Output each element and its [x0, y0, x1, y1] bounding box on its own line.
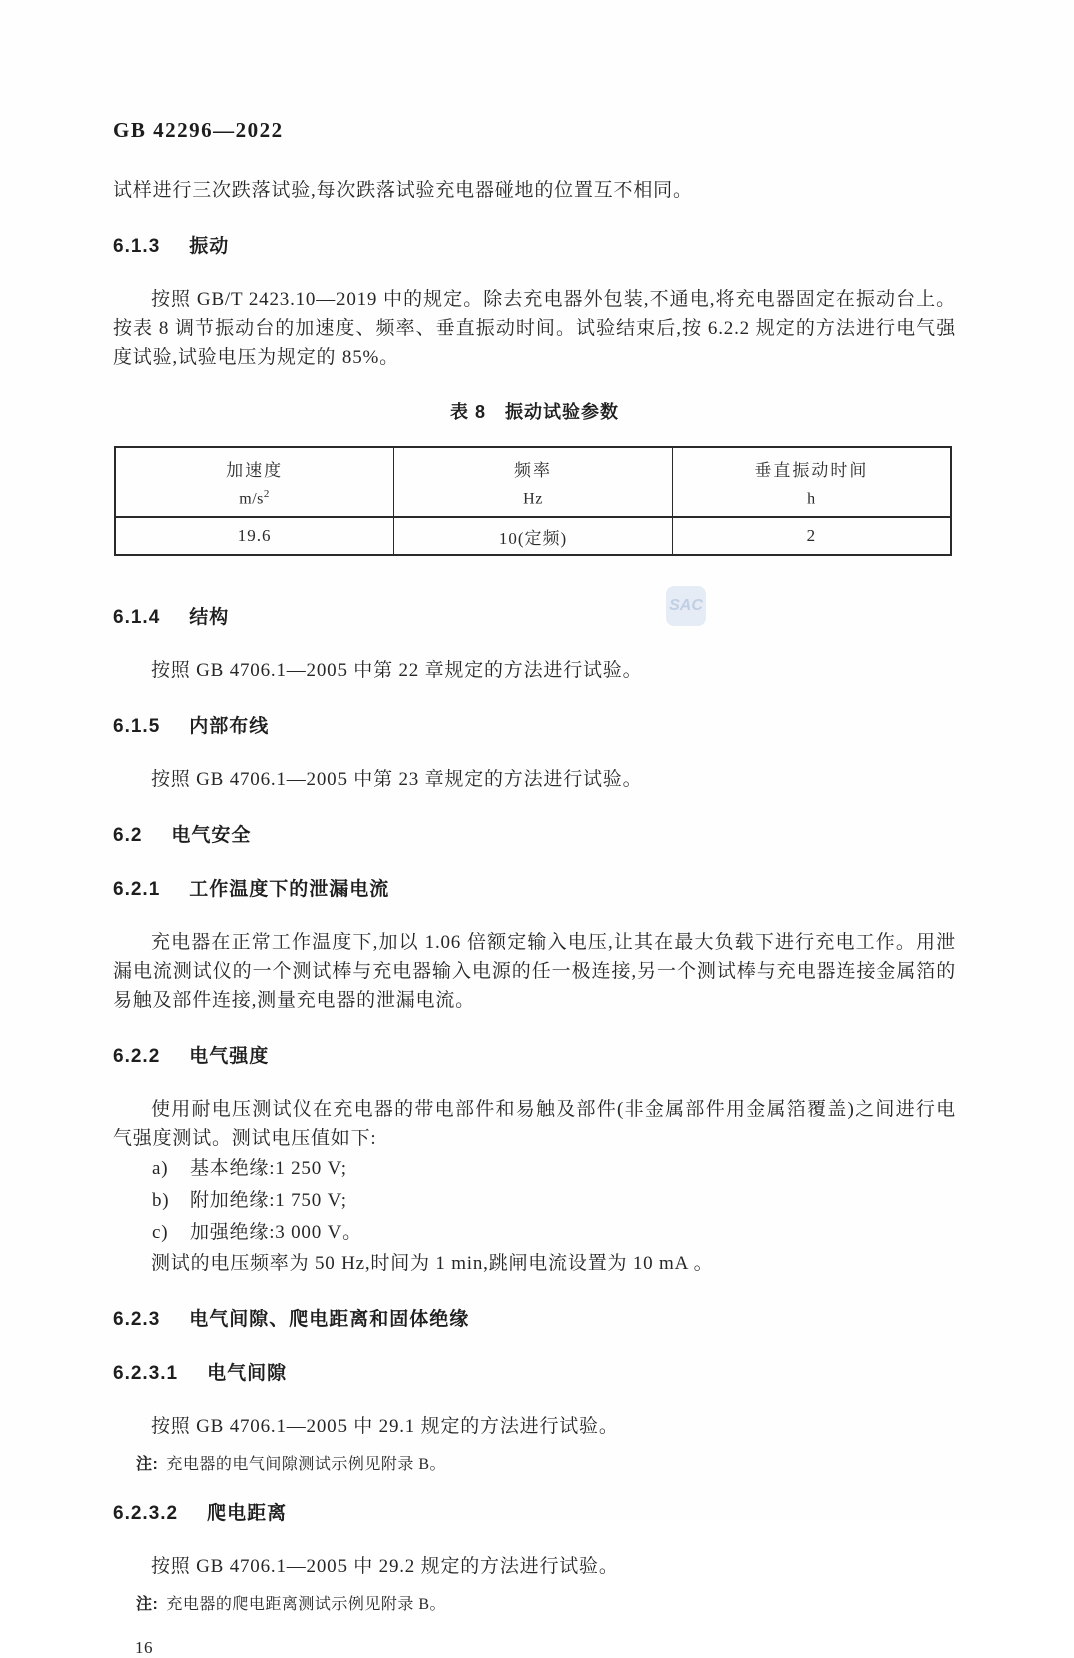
- section-number: 6.2.3: [113, 1309, 161, 1330]
- note-creepage: [136, 1591, 956, 1614]
- list-item-reinforced-insulation: [113, 1217, 956, 1249]
- heading-6-1-4: [113, 602, 956, 629]
- heading-6-2-1: [113, 874, 956, 901]
- section-number: 6.1.5: [113, 716, 161, 737]
- column-name: 加速度: [226, 460, 284, 480]
- list-text: 附加绝缘:1 750 V;: [190, 1190, 347, 1211]
- section-number: 6.2.3.2: [113, 1503, 179, 1524]
- column-name: 频率: [513, 460, 552, 480]
- section-number: 6.2: [113, 825, 143, 846]
- column-unit: $m/s^2$: [239, 487, 270, 508]
- paragraph-internal-wiring: 按照 GB 4706.1—2005 中第 23 章规定的方法进行试验。: [151, 769, 643, 790]
- standard-number: GB 42296—2022: [113, 118, 284, 142]
- column-name: 垂直振动时间: [754, 460, 869, 480]
- section-title: 电气间隙、爬电距离和固体绝缘: [189, 1309, 470, 1330]
- list-label: a): [152, 1158, 169, 1179]
- note-text: 充电器的爬电距离测试示例见附录 B。: [166, 1596, 447, 1613]
- paragraph-test-frequency: 测试的电压频率为 50 Hz,时间为 1 min,跳闸电流设置为 10 mA 。: [151, 1253, 714, 1274]
- section-title: 振动: [189, 236, 230, 257]
- table8-col-vertical-vibration-time: [672, 447, 951, 517]
- heading-6-1-5: [113, 711, 956, 738]
- list-label: c): [152, 1222, 169, 1243]
- paragraph-leakage-current: 充电器在正常工作温度下,加以 1.06 倍额定输入电压,让其在最大负载下进行充电工作。用泄漏电流测试仪的一个测试棒与充电器输入电源的任一极连接,另一个测试棒与充电器连接金属箔的易触及部件连接,测量充电器的泄漏电流。: [113, 932, 956, 1011]
- column-unit: Hz: [523, 490, 543, 508]
- section-title: 爬电距离: [207, 1503, 288, 1524]
- paragraph-electric-strength: 使用耐电压测试仪在充电器的带电部件和易触及部件(非金属部件用金属箔覆盖)之间进行电气强度测试。测试电压值如下:: [113, 1099, 956, 1149]
- heading-6-1-3: [113, 231, 956, 258]
- table8-cell-frequency: 10(定频): [394, 517, 673, 555]
- table8-caption-label: 表 8: [449, 402, 486, 422]
- section-number: 6.2.3.1: [113, 1363, 179, 1384]
- note-label: 注:: [136, 1596, 159, 1613]
- paragraph-drop-test-continuation: 试样进行三次跌落试验,每次跌落试验充电器碰地的位置互不相同。: [113, 180, 693, 201]
- table8-data-row: [115, 517, 951, 555]
- note-label: 注:: [136, 1456, 159, 1473]
- paragraph-clearance: 按照 GB 4706.1—2005 中 29.1 规定的方法进行试验。: [151, 1416, 619, 1437]
- section-title: 电气强度: [189, 1046, 270, 1067]
- note-clearance: [136, 1451, 956, 1474]
- section-number: 6.1.3: [113, 236, 161, 257]
- heading-6-2-3: [113, 1304, 956, 1331]
- section-title: 结构: [189, 607, 230, 628]
- column-unit: h: [807, 490, 816, 508]
- paragraph-vibration-test: 按照 GB/T 2423.10—2019 中的规定。除去充电器外包装,不通电,将充电器固定在振动台上。按表 8 调节振动台的加速度、频率、垂直振动时间。试验结束后,按 6.2.2 规定的方法进行电气强度试验,试验电压为规定的 85%。: [113, 289, 956, 368]
- list-item-basic-insulation: [113, 1153, 956, 1185]
- note-text: 充电器的电气间隙测试示例见附录 B。: [166, 1456, 447, 1473]
- table8-cell-acceleration: 19.6: [115, 517, 394, 555]
- table8-header-row: [115, 447, 951, 517]
- list-label: b): [152, 1190, 170, 1211]
- list-text: 加强绝缘:3 000 V。: [190, 1222, 362, 1243]
- heading-6-2-2: [113, 1041, 956, 1068]
- list-text: 基本绝缘:1 250 V;: [190, 1158, 347, 1179]
- table8-cell-time: 2: [672, 517, 951, 555]
- section-title: 内部布线: [189, 716, 270, 737]
- heading-6-2-3-2: [113, 1498, 956, 1525]
- list-item-supplementary-insulation: [113, 1185, 956, 1217]
- heading-6-2: [113, 820, 956, 847]
- section-title: 工作温度下的泄漏电流: [189, 879, 390, 900]
- section-number: 6.2.1: [113, 879, 161, 900]
- section-title: 电气间隙: [207, 1363, 288, 1384]
- paragraph-creepage-distance: 按照 GB 4706.1—2005 中 29.2 规定的方法进行试验。: [151, 1556, 619, 1577]
- section-number: 6.1.4: [113, 607, 161, 628]
- sac-watermark-logo: SAC: [666, 586, 706, 626]
- page-number: 16: [135, 1638, 153, 1657]
- heading-6-2-3-1: [113, 1358, 956, 1385]
- paragraph-structure: 按照 GB 4706.1—2005 中第 22 章规定的方法进行试验。: [151, 660, 643, 681]
- table8-col-acceleration: [115, 447, 394, 517]
- section-number: 6.2.2: [113, 1046, 161, 1067]
- table8-col-frequency: [394, 447, 673, 517]
- table8-vibration-parameters: [114, 446, 952, 556]
- section-title: 电气安全: [171, 825, 252, 846]
- table8-caption-title: 振动试验参数: [505, 402, 619, 422]
- table8-caption: [113, 398, 956, 424]
